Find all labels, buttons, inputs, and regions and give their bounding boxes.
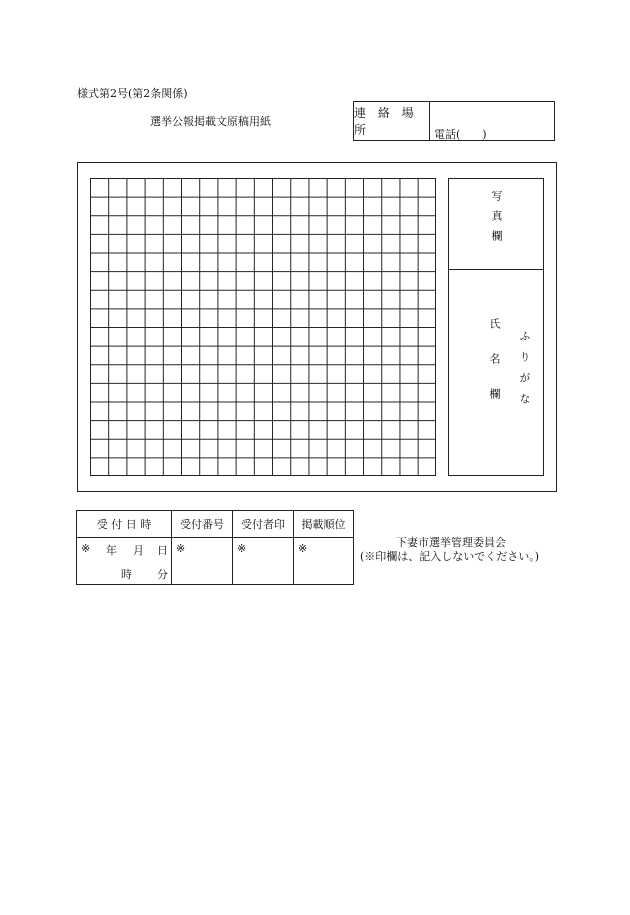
- mark-receiver-seal: ※: [237, 542, 247, 555]
- day-label: 日: [157, 544, 168, 557]
- month-label: 月: [133, 544, 144, 557]
- mark-datetime: ※: [81, 542, 91, 555]
- header-publication-order: 掲載順位: [294, 511, 354, 538]
- manuscript-grid[interactable]: [90, 178, 436, 476]
- contact-label: 連 絡 場 所: [354, 102, 430, 140]
- cell-publication-order: [294, 538, 354, 585]
- year-label: 年: [106, 544, 117, 557]
- header-reception-number: 受付番号: [172, 511, 233, 538]
- header-reception-datetime: 受 付 日 時: [77, 511, 172, 538]
- form-number: 様式第2号(第2条関係): [77, 87, 188, 100]
- reception-table: [76, 510, 354, 585]
- photo-field-label: 写真欄: [490, 190, 503, 250]
- mark-publication-order: ※: [298, 542, 308, 555]
- cell-reception-number: [172, 538, 233, 585]
- committee-name: 下妻市選挙管理委員会: [396, 536, 506, 549]
- name-field-label: 氏名欄: [488, 318, 501, 423]
- note-text: (※印欄は、記入しないでください。): [360, 550, 540, 563]
- cell-reception-datetime: [77, 538, 172, 585]
- furigana-label: ふりがな: [518, 330, 531, 414]
- side-panel-divider: [448, 269, 544, 270]
- contact-box: [353, 101, 555, 141]
- mark-reception-number: ※: [176, 542, 186, 555]
- hour-label: 時: [121, 568, 132, 581]
- phone-label: 電話( ): [434, 128, 487, 141]
- cell-receiver-seal: [233, 538, 294, 585]
- header-receiver-seal: 受付者印: [233, 511, 294, 538]
- form-title: 選挙公報掲載文原稿用紙: [150, 115, 271, 128]
- minute-label: 分: [157, 568, 168, 581]
